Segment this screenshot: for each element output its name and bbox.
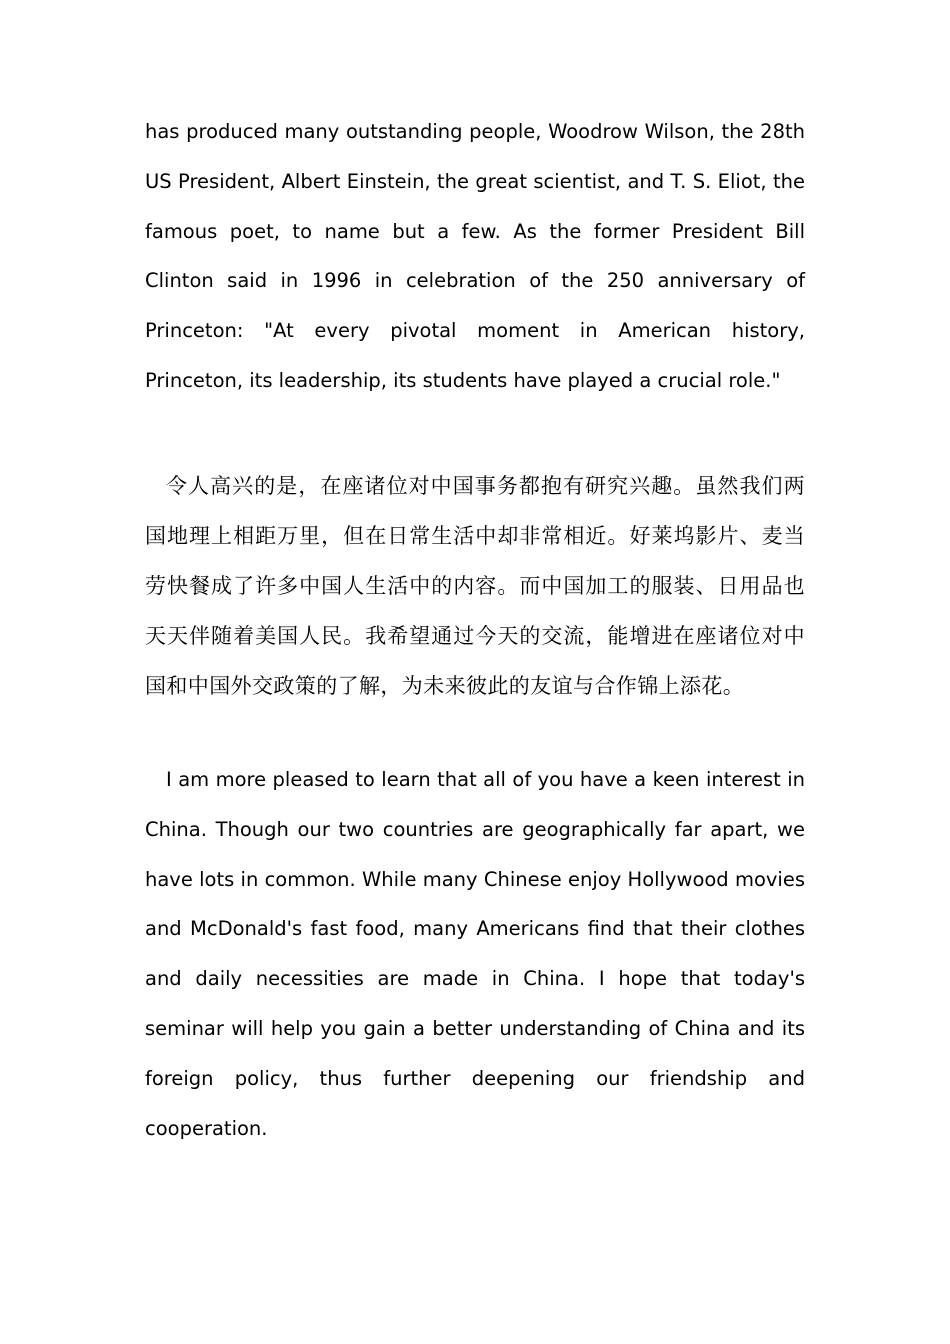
paragraph-princeton-notables: has produced many outstanding people, Woodrow Wilson, the 28th US President, Albert Einstein, the great scientist, and T. S. Eliot, the famous poet, to name but a few. As the former President Bill Clinton said in 1996 in celebration of the 250 anniversary of Princeton: "At every pivotal moment in American history, Princeton, its leadership, its students have played a crucial role." [145,120,805,392]
paragraph-english-interest: I am more pleased to learn that all of you have a keen interest in China. Though our two countries are geographically far apart, we have lots in common. While many Chinese enjoy Hollywood movies and McDonald's fast food, many Americans find that their clothes and daily necessities are made in China. I hope that today's seminar will help you gain a better understanding of China and its foreign policy, thus further deepening our friendship and cooperation. [145,768,805,1140]
paragraph-chinese-interest: 令人高兴的是，在座诸位对中国事务都抱有研究兴趣。虽然我们两国地理上相距万里，但在日常生活中却非常相近。好莱坞影片、麦当劳快餐成了许多中国人生活中的内容。而中国加工的服装、日用品也天天伴随着美国人民。我希望通过今天的交流，能增进在座诸位对中国和中国外交政策的了解，为未来彼此的友谊与合作锦上添花。 [145,474,805,698]
